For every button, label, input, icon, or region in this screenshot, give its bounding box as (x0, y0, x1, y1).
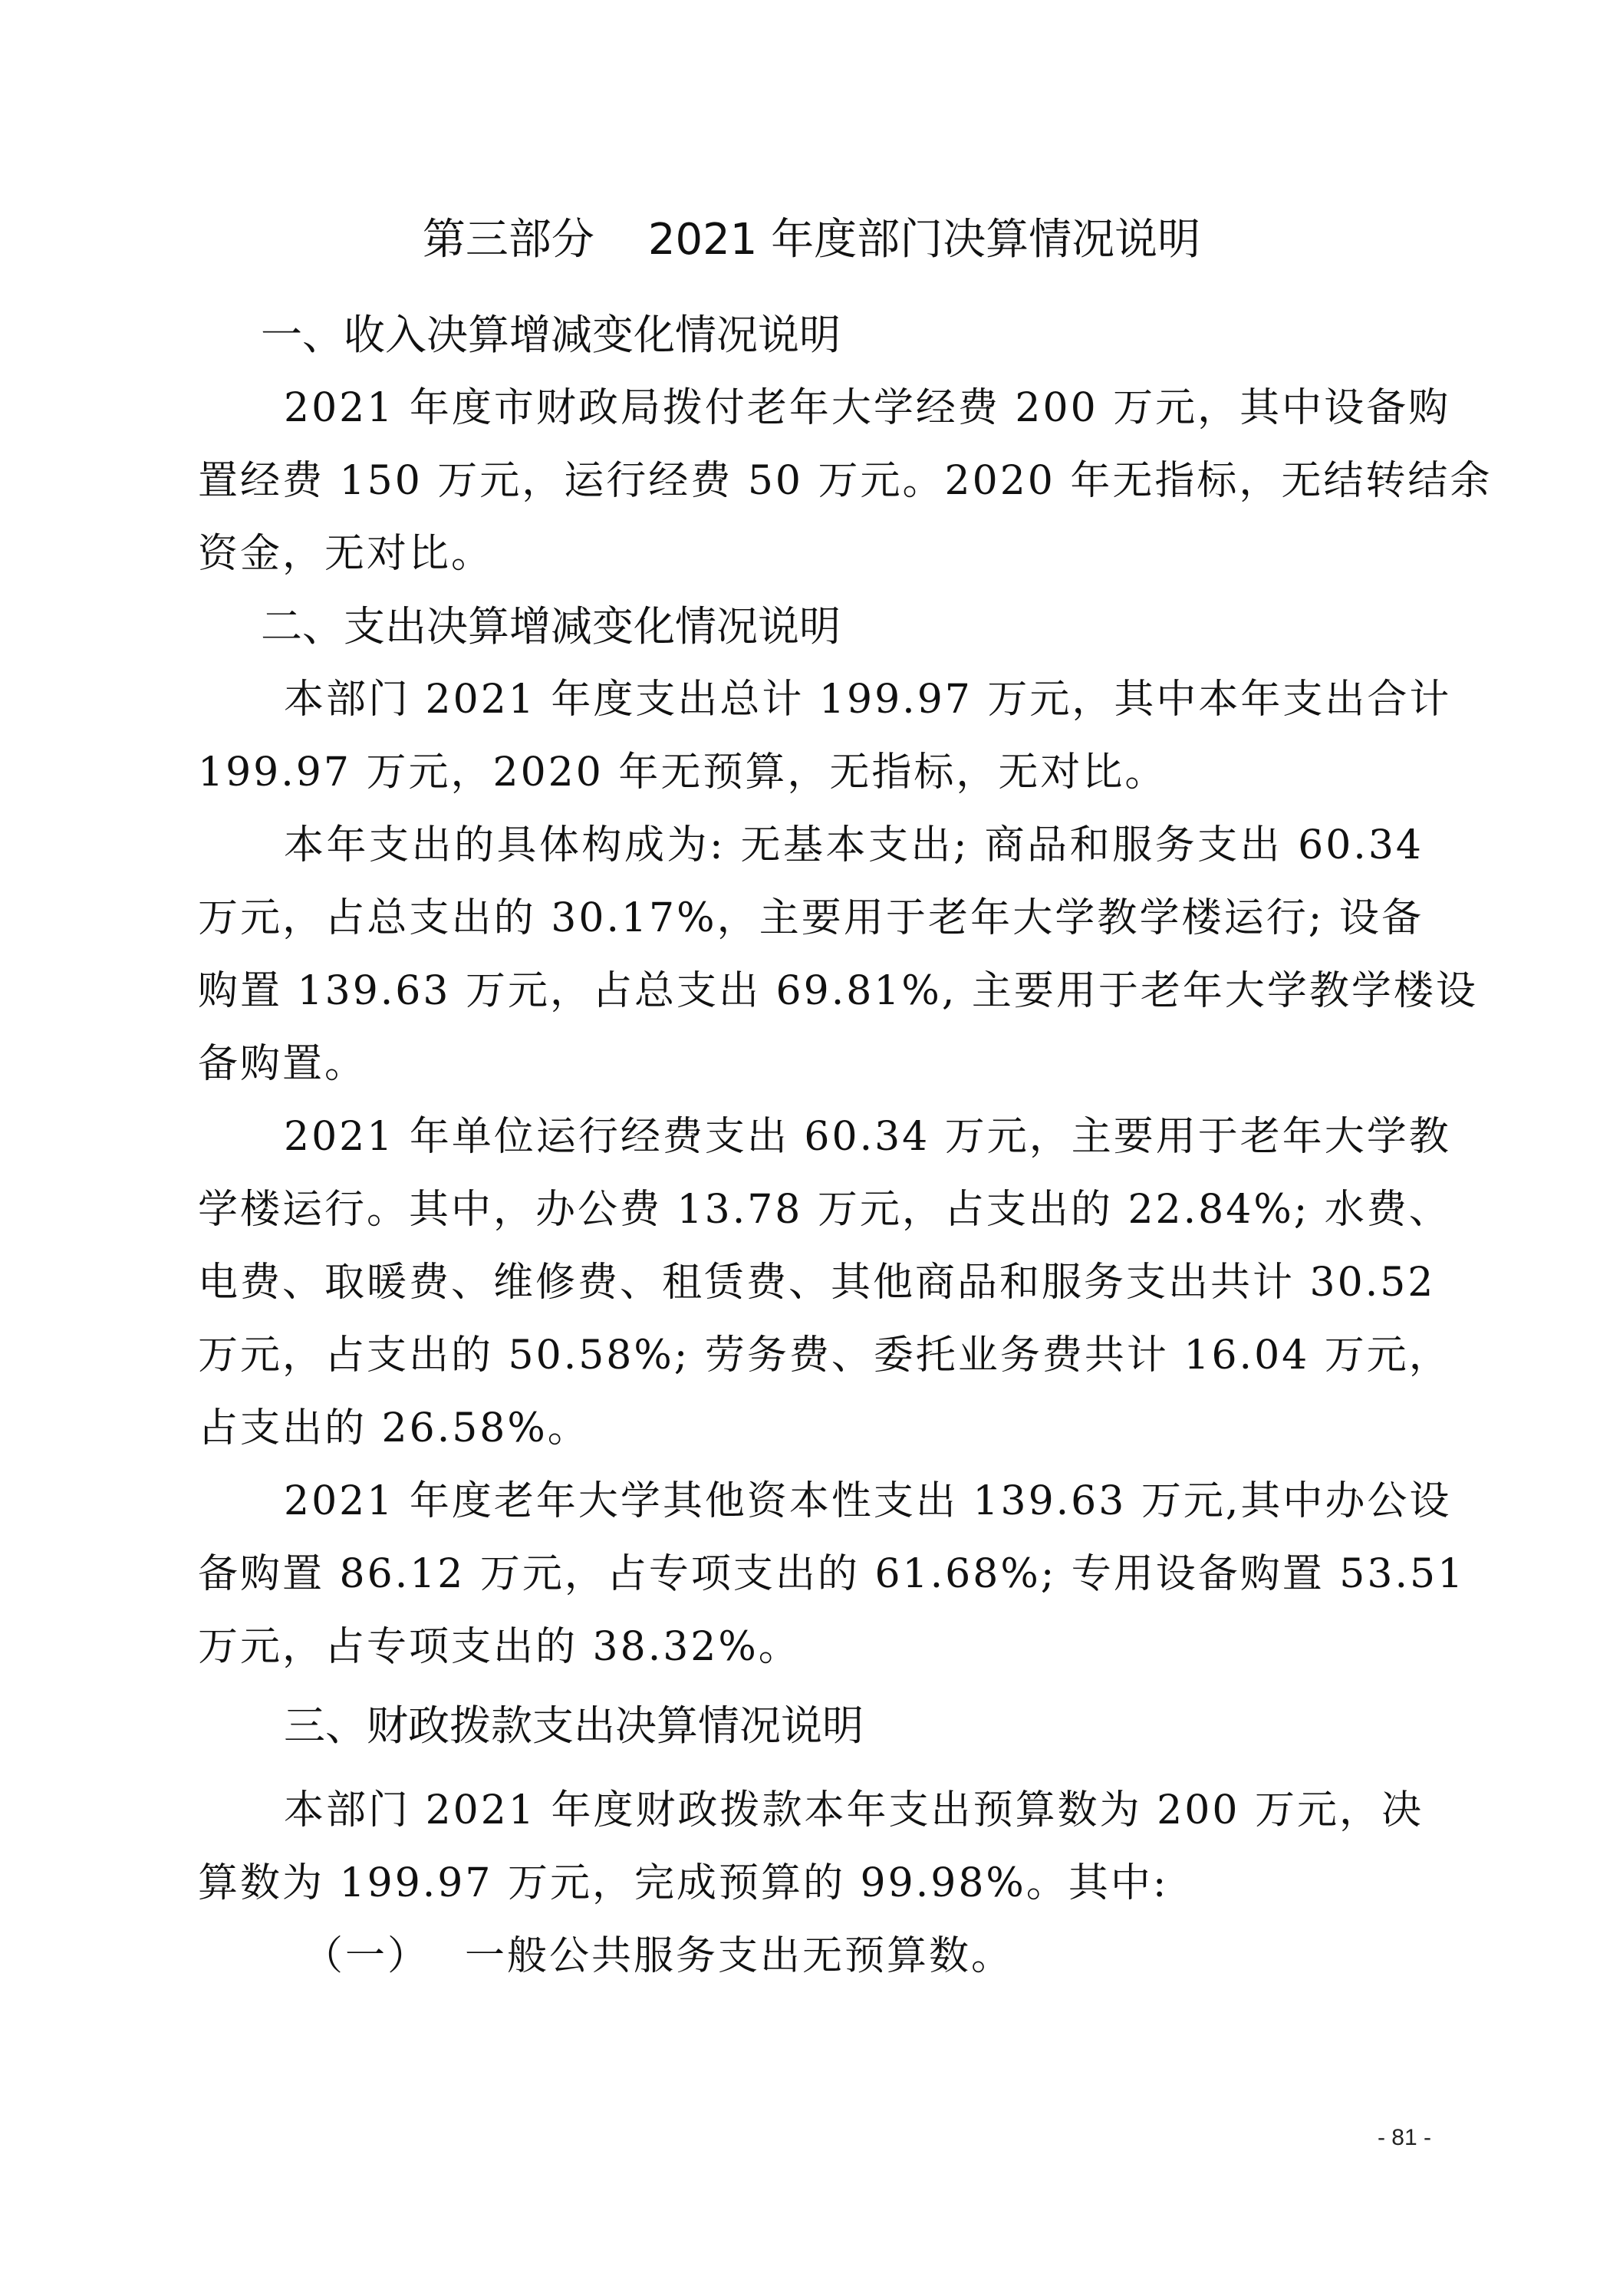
subsection-label: （一） (303, 1933, 430, 1979)
title-text: 2021 年度部门决算情况说明 (647, 215, 1201, 265)
paragraph-line: 电费、取暖费、维修费、租赁费、其他商品和服务支出共计 30.52 (198, 1260, 1436, 1306)
paragraph-line: 购置 139.63 万元，占总支出 69.81%, 主要用于老年大学教学楼设 (198, 968, 1478, 1014)
subsection-line (303, 1922, 1013, 1991)
section-heading-income: 一、收入决算增减变化情况说明 (261, 311, 841, 359)
paragraph-line: 2021 年单位运行经费支出 60.34 万元，主要用于老年大学教 (284, 1114, 1451, 1160)
paragraph-line: 万元，占支出的 50.58%; 劳务费、委托业务费共计 16.04 万元， (198, 1332, 1451, 1379)
page-title (0, 206, 1623, 275)
paragraph-line: 备购置 86.12 万元，占专项支出的 61.68%; 专用设备购置 53.51 (198, 1551, 1466, 1597)
paragraph-line: 万元，占专项支出的 38.32%。 (198, 1624, 801, 1670)
title-part: 第三部分 (422, 215, 594, 265)
paragraph-line: 199.97 万元，2020 年无预算，无指标，无对比。 (198, 749, 1167, 796)
paragraph-line: 本部门 2021 年度支出总计 199.97 万元，其中本年支出合计 (284, 677, 1452, 723)
paragraph-line: 置经费 150 万元，运行经费 50 万元。2020 年无指标，无结转结余 (198, 458, 1493, 504)
paragraph-line: 本年支出的具体构成为: 无基本支出; 商品和服务支出 60.34 (284, 822, 1424, 868)
subsection-text: 一般公共服务支出无预算数。 (465, 1933, 1014, 1979)
paragraph-line: 资金，无对比。 (198, 531, 494, 577)
paragraph-line: 算数为 199.97 万元，完成预算的 99.98%。其中: (198, 1860, 1169, 1906)
paragraph-line: 本部门 2021 年度财政拨款本年支出预算数为 200 万元，决 (284, 1787, 1424, 1833)
paragraph-line: 备购置。 (198, 1041, 367, 1087)
paragraph-line: 万元，占总支出的 30.17%，主要用于老年大学教学楼运行; 设备 (198, 895, 1424, 941)
paragraph-line: 学楼运行。其中，办公费 13.78 万元，占支出的 22.84%; 水费、 (198, 1187, 1451, 1233)
section-heading-expense: 二、支出决算增减变化情况说明 (261, 602, 841, 651)
paragraph-line: 2021 年度老年大学其他资本性支出 139.63 万元,其中办公设 (284, 1478, 1452, 1524)
page-number: - 81 - (1377, 2125, 1431, 2150)
section-heading-fiscal: 三、财政拨款支出决算情况说明 (284, 1701, 864, 1750)
paragraph-line: 2021 年度市财政局拨付老年大学经费 200 万元，其中设备购 (284, 385, 1451, 431)
paragraph-line: 占支出的 26.58%。 (198, 1405, 590, 1451)
